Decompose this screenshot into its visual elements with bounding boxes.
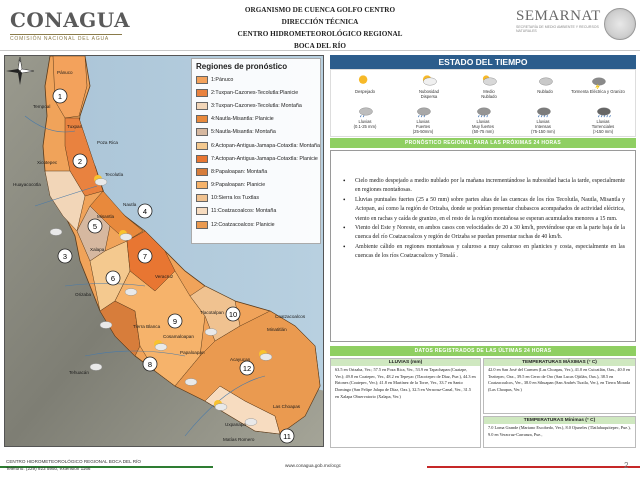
weather-key-item [565, 74, 631, 94]
legend-swatch [196, 76, 208, 84]
weather-key-item [577, 104, 629, 134]
place-name: Uxpanapa [225, 422, 246, 427]
legend-label: 8:Papaloapan: Montaña [211, 168, 268, 175]
footer-divider [0, 455, 640, 457]
map-legend [191, 58, 321, 244]
place-name: Tempoal [33, 104, 51, 109]
region-number: 12 [242, 363, 252, 373]
tmin-table [483, 416, 636, 448]
legend-swatch [196, 102, 208, 110]
legend-swatch [196, 181, 208, 189]
weather-key-item [463, 74, 515, 99]
legend-label: 4:Nautla-Misantla: Planicie [211, 116, 274, 123]
partly-cloudy-icon [420, 74, 438, 88]
legend-swatch [196, 128, 208, 136]
tmax-values: 42.0 en San José del Carmen (Las Choapas, Ver.), 41.0 en Cuicatlán, Oax., 40.0 en Tezitepec, Oax., 39.5 en Cerro de Oro (San Lucas Ojitlán, Oax.), 38.5 en Coatzacoalcos, Ver., 38.0 en Sihuapan (San Andrés Tuxtla, Ver.), en Tierra Morada (Las Choapas, Ver.) [488, 367, 631, 393]
legend-label: 6:Actopan-Antigua-Jamapa-Cotaxtla: Montaña [211, 142, 320, 149]
legend-item [196, 73, 316, 86]
place-name: Huayacocotla [13, 182, 41, 187]
lluvias-values: 63.5 en Orizaba, Ver.; 57.5 en Poza Rica, Ver., 53.9 en Tapachapan (Cuatzpe, Ver.); 49.8 en Coatepec, Ver., 48.2 en Tepeyac (Tlacotepec de Díaz, Pue.), 44.3 en Briones (Coatepec, Ver.); 41.8 en Martínez de la Torre, Ver., 33.7 en Santo Domingo (San Felipe Jalapa de Díaz, Oax.), 32.5 en Veracruz-Canal, Ver., 31.5 en Xalapa Observatorio (Xalapa, Ver.) [335, 367, 476, 399]
place-name: Matías Romero [223, 437, 255, 442]
weather-key-label: Lluvias Torrenciales (>150 mm) [591, 119, 615, 134]
header-title-2: DIRECCIÓN TÉCNICA [281, 18, 359, 26]
conagua-logo [10, 8, 131, 48]
region-number: 2 [77, 156, 83, 166]
pronostico-item: • Viento del Este y Noreste, en ambos casos con velocidades de 20 a 30 km/h, previéndose que en la parte baja de la cuenca del río Coatzacoalcos y región de Orizaba se puedan presentar rachas de 40 km/h. [343, 224, 625, 243]
footer-org: CENTRO HIDROMETEOROLÓGICO REGIONAL BOCA DEL RÍO [6, 459, 141, 464]
place-name: Tecolutla [105, 172, 124, 177]
region-marker [138, 204, 152, 218]
header-title-1: ORGANISMO DE CUENCA GOLFO CENTRO [244, 6, 396, 14]
tmin-header: TEMPERATURAS Mínimas (° C) [484, 417, 635, 424]
weather-key-item [339, 74, 391, 94]
place-name: Xicotepec [37, 160, 58, 165]
legend-item [196, 139, 320, 152]
page-number: 2 [624, 461, 629, 470]
region-number: 9 [172, 316, 178, 326]
weather-key-label: Tormenta Eléctrica y Granizo [571, 89, 625, 94]
legend-item [196, 86, 316, 99]
legend-title: Regiones de pronóstico [196, 62, 288, 71]
legend-label: 7:Actopan-Antigua-Jamapa-Cotaxtla: Planicie [211, 155, 318, 162]
legend-label: 10:Sierra los Tuxtlas [211, 195, 259, 202]
region-number: 8 [147, 359, 153, 369]
region-marker [240, 361, 254, 375]
cloudy-icon [90, 364, 102, 371]
region-marker [106, 271, 120, 285]
legend-item [196, 165, 316, 178]
pronostico-item: • Cielo medio despejado a medio nublado por la mañana incrementándose la nubosidad hacia la tarde, especialmente en regiones montañosas. [343, 177, 625, 196]
region-marker [226, 307, 240, 321]
region-marker [53, 89, 67, 103]
header-title-4: BOCA DEL RÍO [294, 42, 346, 50]
weather-key-item [517, 104, 569, 134]
place-name: Orizaba [75, 292, 92, 297]
cloudy-icon [536, 74, 554, 88]
cloudy-icon [205, 329, 217, 336]
estado-del-tiempo-title: ESTADO DEL TIEMPO [330, 55, 636, 69]
place-name: Minatitlán [267, 327, 287, 332]
pronostico-item: • Lluvias puntuales fuertes (25 a 50 mm) sobre partes altas de las cuencas de los ríos Tecolutla, Nautla, Misantla y Actopan, así como la región de Orizaba, donde se podrían presentar chubascos acompañados de actividad eléctrica, viento en rachas y caída de granizo, en el resto de la región montañosa se esperan acumulados menores a 15 mm. [343, 196, 625, 224]
place-name: Papaloapan [180, 350, 205, 355]
legend-items [196, 73, 320, 231]
mostly-cloudy-icon [480, 74, 498, 88]
place-name: Pánuco [57, 70, 73, 75]
legend-item [196, 152, 316, 165]
lluvias-header: LLUVIAS (mm) [331, 359, 480, 366]
cloudy-icon [185, 379, 197, 386]
weather-key-label: Lluvias Fuertes (25-50mm) [412, 119, 434, 134]
place-name: Tehuacán [69, 370, 89, 375]
tmax-table [483, 358, 636, 414]
header-titles [200, 4, 440, 52]
footer-url[interactable]: www.conagua.gob.mx/ocgc [285, 463, 341, 468]
pronostico-box [330, 150, 636, 342]
legend-item [196, 99, 316, 112]
weather-key-item [403, 74, 455, 99]
legend-item [196, 192, 316, 205]
header-title-3: CENTRO HIDROMETEOROLÓGICO REGIONAL [237, 30, 403, 38]
place-name: Acayucan [230, 357, 251, 362]
semarnat-logo-sub: SECRETARÍA DE MEDIO AMBIENTE Y RECURSOS NATURALES [516, 25, 599, 33]
place-name: Veracruz [155, 274, 174, 279]
legend-label: 11:Coatzacoalcos: Montaña [211, 208, 277, 215]
place-name: Cosamaloapan [163, 334, 194, 339]
pronostico-item: • Ambiente cálido en regiones montañosas y caluroso a muy caluroso en planicies y costa, especialmente en las cuencas de los ríos Coatzacoalcos y Tonalá . [343, 243, 625, 262]
legend-item [196, 179, 316, 192]
compass-rose-icon [5, 56, 35, 86]
place-name: Nautla [123, 202, 137, 207]
weather-symbol-key [330, 69, 636, 137]
pronostico-title: PRONÓSTICO REGIONAL PARA LAS PRÓXIMAS 24 HORAS [330, 138, 636, 148]
legend-swatch [196, 194, 208, 202]
place-name: Poza Rica [97, 140, 118, 145]
legend-swatch [196, 89, 208, 97]
region-number: 6 [110, 273, 116, 283]
place-name: Las Choapas [273, 404, 301, 409]
place-name: Tierra Blanca [133, 324, 161, 329]
region-marker [88, 219, 102, 233]
thunderstorm-icon [589, 74, 607, 88]
region-number: 5 [92, 221, 98, 231]
legend-label: 5:Nautla-Misantla: Montaña [211, 129, 276, 136]
cloudy-icon [100, 322, 112, 329]
place-name: Coatzacoalcos [275, 314, 306, 319]
region-marker [143, 357, 157, 371]
place-name: Misantla [97, 214, 115, 219]
page-header [0, 0, 640, 54]
legend-item [196, 218, 316, 231]
region-number: 11 [283, 431, 291, 441]
region-number: 4 [142, 206, 148, 216]
legend-swatch [196, 221, 208, 229]
weather-key-item [457, 104, 509, 134]
legend-label: 2:Tuxpan-Cazones-Tecolutla:Planicie [211, 89, 299, 96]
conagua-logo-sub: COMISIÓN NACIONAL DEL AGUA [10, 34, 122, 42]
footer-contact [6, 458, 141, 472]
place-name: Xalapa [90, 247, 105, 252]
semarnat-logo-word: SEMARNAT [516, 8, 601, 24]
region-marker [58, 249, 72, 263]
heavy-rain-icon [474, 104, 492, 118]
region-marker [138, 249, 152, 263]
legend-label: 9:Papaloapan: Planicie [211, 182, 266, 189]
legend-swatch [196, 142, 208, 150]
tmax-header: TEMPERATURAS MÁXIMAS (° C) [484, 359, 635, 366]
region-marker [168, 314, 182, 328]
region-number: 3 [62, 251, 68, 261]
region-number: 10 [228, 309, 238, 319]
place-name: Tuxpan [67, 124, 83, 129]
sun-icon [356, 74, 374, 88]
weather-key-label: Lluvias Intensas (75-150 mm) [531, 119, 555, 134]
light-rain-icon [356, 104, 374, 118]
legend-item [196, 205, 316, 218]
region-marker [73, 154, 87, 168]
forecast-region-map [4, 55, 324, 447]
weather-key-label: Despejado [354, 89, 376, 94]
svg-text:N: N [18, 58, 22, 63]
cloudy-icon [245, 419, 257, 426]
weather-key-item [397, 104, 449, 134]
region-marker [280, 429, 294, 443]
cloudy-icon [125, 289, 137, 296]
weather-key-label: Lluvias (0.1-25 mm) [353, 119, 377, 129]
legend-swatch [196, 168, 208, 176]
footer-phone: Teléfono: (229) 923 5950, extensión 1166 [6, 466, 91, 471]
weather-key-label: Nublado [537, 89, 553, 94]
header-divider [0, 50, 640, 51]
legend-swatch [196, 115, 208, 123]
conagua-logo-word: CONAGUA [10, 8, 131, 32]
weather-key-item [519, 74, 571, 94]
lluvias-table [330, 358, 481, 448]
national-seal-icon [604, 8, 636, 40]
pronostico-list [343, 177, 625, 262]
torrential-rain-icon [594, 104, 612, 118]
region-number: 1 [57, 91, 63, 101]
rain-icon [414, 104, 432, 118]
weather-key-label: Medio Nublado [481, 89, 497, 99]
region-number: 7 [142, 251, 148, 261]
weather-key-label: Lluvias Muy fuertes (50-75 mm) [472, 119, 494, 134]
datos-registrados-title: DATOS REGISTRADOS DE LAS ÚLTIMAS 24 HORAS [330, 346, 636, 356]
intense-rain-icon [534, 104, 552, 118]
legend-label: 1:Pánuco [211, 76, 234, 83]
legend-swatch [196, 207, 208, 215]
legend-swatch [196, 155, 208, 163]
weather-key-item [339, 104, 391, 129]
tmin-values: 7.0 Loma Grande (Mariano Escobedo, Ver.), 8.0 Ojuneles (Tlatlahuquitepec, Pue.), 9.0 en Veracruz-Carranza, Pue., [488, 425, 631, 437]
legend-item [196, 113, 316, 126]
legend-item [196, 126, 316, 139]
legend-label: 3:Tuxpan-Cazones-Tecolutla: Montaña [211, 102, 302, 109]
cloudy-icon [50, 229, 62, 236]
weather-key-label: Nubosidad Dispersa [418, 89, 440, 99]
legend-label: 12:Coatzacoalcos: Planicie [211, 221, 275, 228]
semarnat-logo [516, 8, 600, 44]
place-name: Tlacotalpan [200, 310, 224, 315]
